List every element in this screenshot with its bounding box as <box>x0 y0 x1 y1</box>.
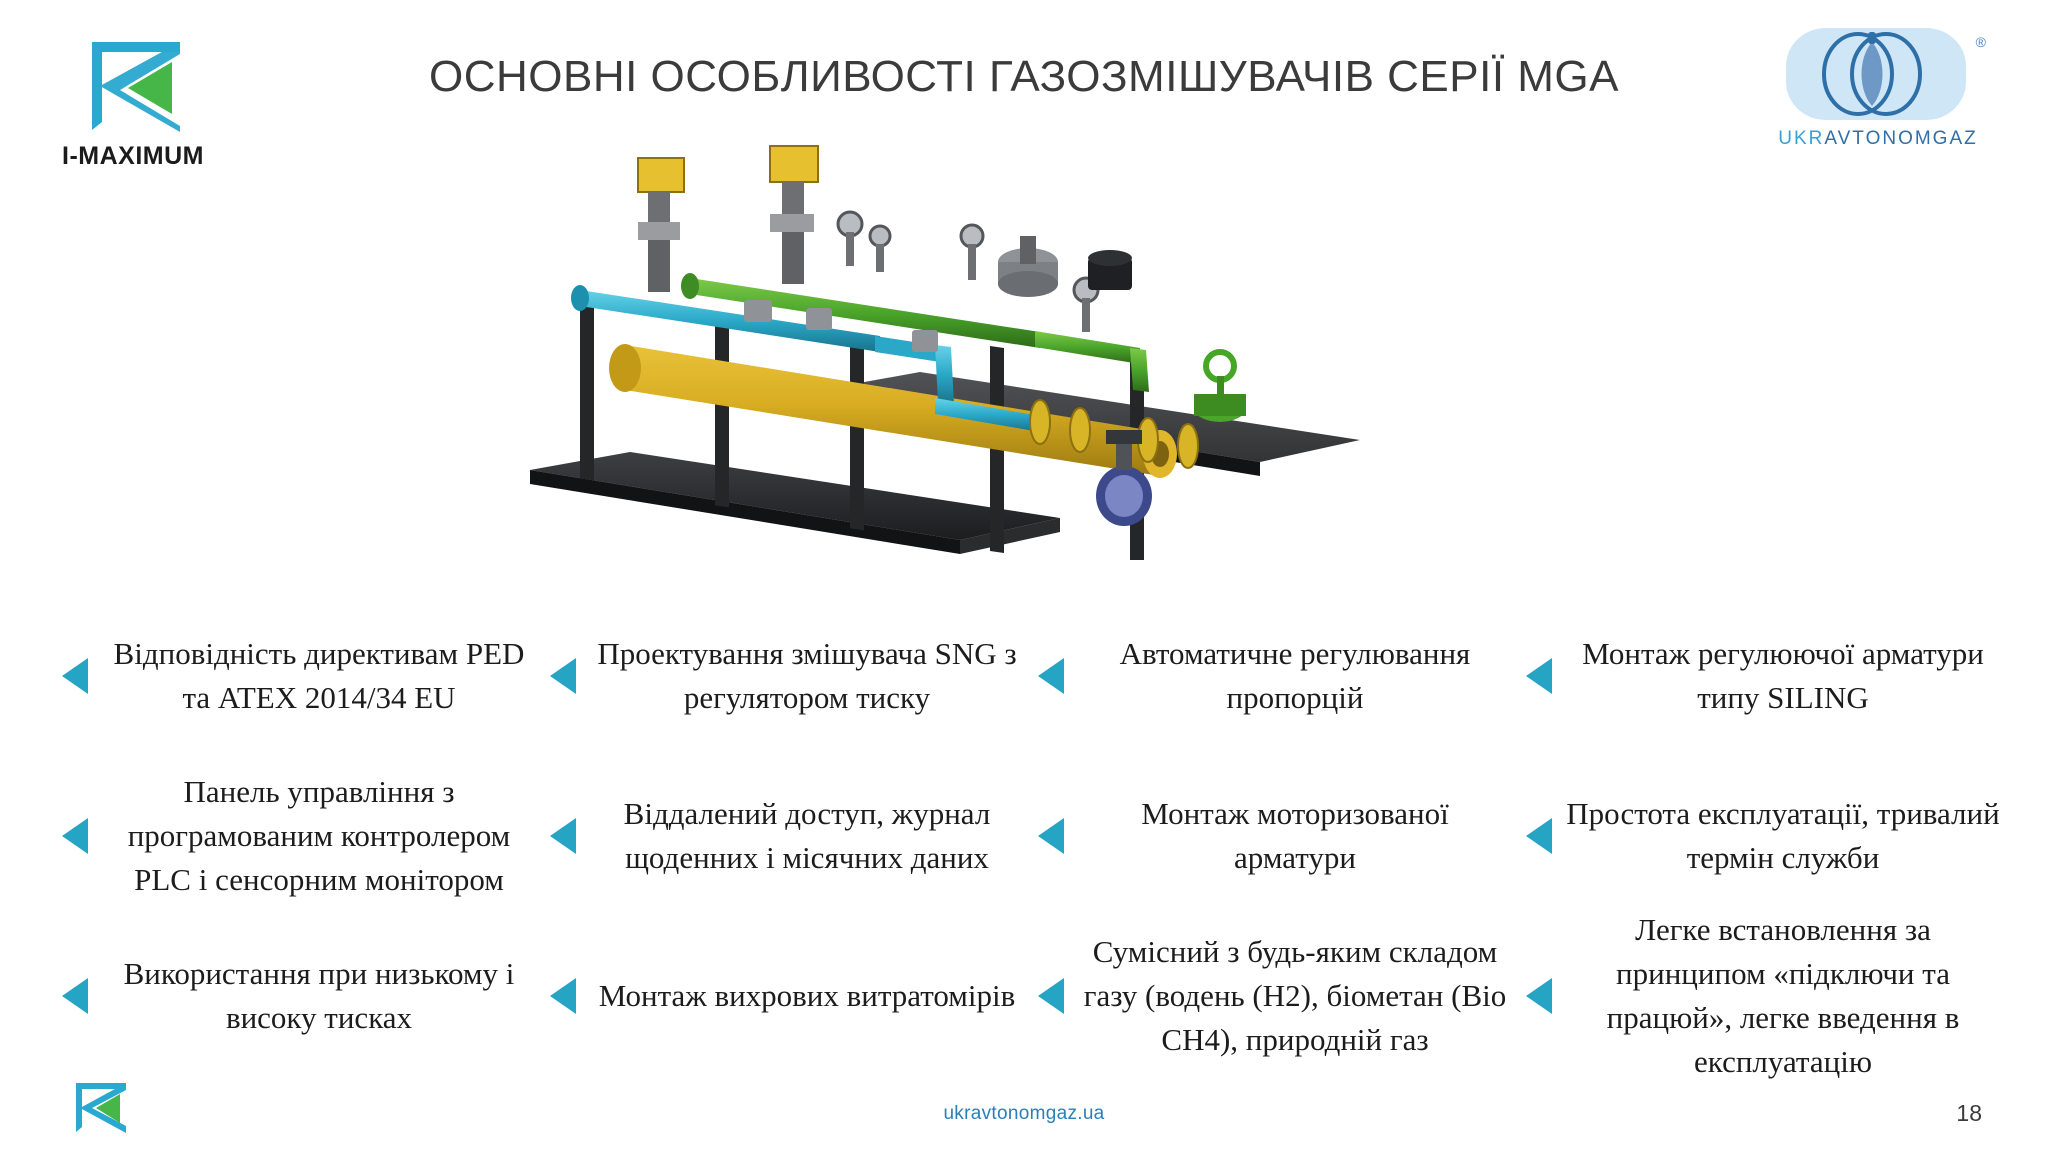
triangle-arrow-logo-icon <box>80 38 188 134</box>
logo-right-brand-prefix: UKR <box>1778 128 1825 149</box>
feature-label: Панель управління з програмованим контролером PLC і сенсорним монітором <box>127 773 511 897</box>
logo-right-brand-rest: AVTONOMGAZ <box>1824 128 1978 149</box>
page-title: ОСНОВНІ ОСОБЛИВОСТІ ГАЗОЗМІШУВАЧІВ СЕРІЇ MGA <box>428 52 1620 101</box>
gas-mixer-skid-illustration <box>520 140 1530 560</box>
features-grid <box>56 596 2008 1080</box>
triangle-bullet-icon <box>1526 658 1552 694</box>
feature-item <box>1032 596 1520 756</box>
feature-label: Автоматичне регулювання пропорцій <box>1119 635 1471 715</box>
feature-label: Простота експлуатації, тривалий термін служби <box>1566 795 2000 875</box>
feature-item <box>544 596 1032 756</box>
feature-item <box>56 756 544 916</box>
triangle-bullet-icon <box>1038 658 1064 694</box>
feature-item <box>1520 756 2008 916</box>
triangle-bullet-icon <box>550 978 576 1014</box>
registered-mark: ® <box>1975 34 1986 50</box>
logo-left-brand-text: I-MAXIMUM <box>62 142 204 170</box>
page-number: 18 <box>1956 1100 1982 1126</box>
triangle-bullet-icon <box>62 978 88 1014</box>
feature-label: Монтаж моторизованої арматури <box>1141 795 1449 875</box>
ukravtonomgaz-badge-icon <box>1786 28 1966 120</box>
feature-label: Віддалений доступ, журнал щоденних і місячних даних <box>623 795 991 875</box>
feature-item <box>1520 596 2008 756</box>
feature-label: Проектування змішувача SNG з регулятором тиску <box>597 635 1017 715</box>
feature-label: Відповідність директивам PED та ATEX 2014/34 EU <box>113 635 525 715</box>
feature-item <box>1032 756 1520 916</box>
feature-item <box>1032 916 1520 1076</box>
feature-label: Легке встановлення за принципом «підключи та працюй», легке введення в експлуатацію <box>1606 911 1960 1080</box>
triangle-bullet-icon <box>1038 818 1064 854</box>
triangle-bullet-icon <box>62 818 88 854</box>
logo-right-brand-text <box>1768 128 1988 150</box>
feature-label: Сумісний з будь-яким складом газу (водень (H2), біометан (Bio CH4), природній газ <box>1083 933 1507 1057</box>
feature-item <box>56 916 544 1076</box>
feature-item <box>544 756 1032 916</box>
feature-label: Використання при низькому і високу тисках <box>123 955 515 1035</box>
feature-item <box>1520 911 2008 1080</box>
triangle-bullet-icon <box>62 658 88 694</box>
feature-item <box>544 916 1032 1076</box>
feature-item <box>56 596 544 756</box>
feature-label: Монтаж регулюючої арматури типу SILING <box>1582 635 1984 715</box>
triangle-bullet-icon <box>1526 818 1552 854</box>
logo-i-maximum <box>62 38 242 178</box>
feature-label: Монтаж вихрових витратомірів <box>598 977 1016 1013</box>
logo-ukravtonomgaz <box>1768 28 1988 178</box>
triangle-bullet-icon <box>550 818 576 854</box>
triangle-bullet-icon <box>1038 978 1064 1014</box>
triangle-bullet-icon <box>1526 978 1552 1014</box>
footer-website-link[interactable]: ukravtonomgaz.ua <box>943 1103 1105 1124</box>
triangle-bullet-icon <box>550 658 576 694</box>
